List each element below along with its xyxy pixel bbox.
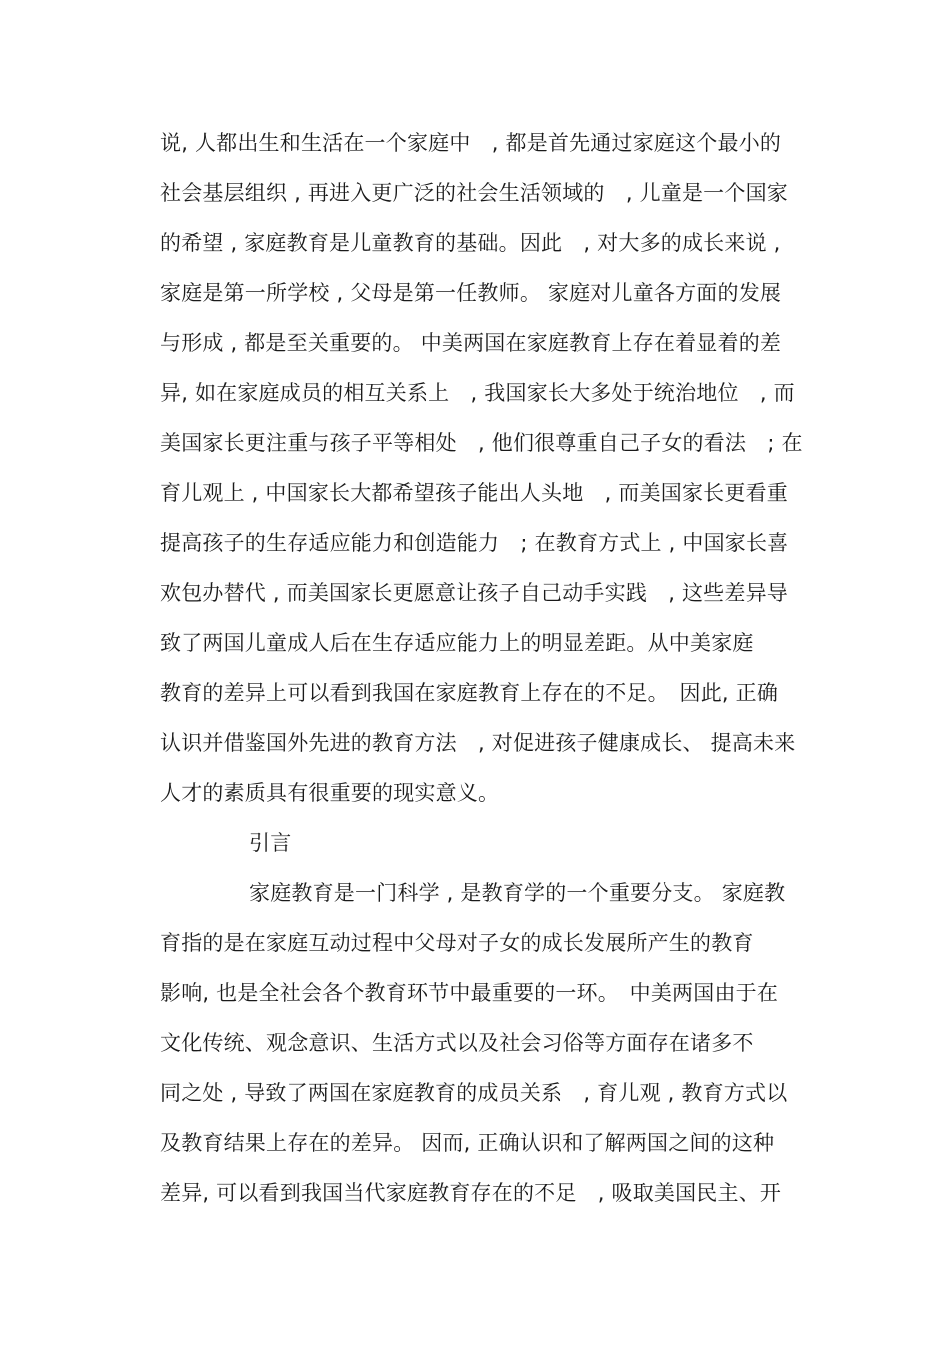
text-line: 育指的是在家庭互动过程中父母对子女的成长发展所产生的教育 (160, 931, 754, 955)
text-line: 认识并借鉴国外先进的教育方法 , 对促进孩子健康成长、 提高未来 (160, 731, 796, 755)
text-line: 影响, 也是全社会各个教育环节中最重要的一环。 中美两国由于在 (160, 981, 779, 1005)
text-line: 文化传统、观念意识、生活方式以及社会习俗等方面存在诸多不 (160, 1031, 754, 1055)
section-heading: 引言 (249, 831, 292, 855)
text-line: 家庭是第一所学校 , 父母是第一任教师。 家庭对儿童各方面的发展 (160, 281, 782, 305)
text-line: 教育的差异上可以看到我国在家庭教育上存在的不足。 因此, 正确 (160, 681, 779, 705)
text-line: 说, 人都出生和生活在一个家庭中 , 都是首先通过家庭这个最小的 (160, 131, 782, 155)
text-line: 提高孩子的生存适应能力和创造能力 ; 在教育方式上 , 中国家长喜 (160, 531, 789, 555)
text-line: 同之处 , 导致了两国在家庭教育的成员关系 , 育儿观 , 教育方式以 (160, 1081, 788, 1105)
text-line: 与形成 , 都是至关重要的。 中美两国在家庭教育上存在着显着的差 (160, 331, 782, 355)
text-line: 家庭教育是一门科学 , 是教育学的一个重要分支。 家庭教 (249, 881, 786, 905)
text-line: 人才的素质具有很重要的现实意义。 (160, 781, 500, 805)
text-line: 异, 如在家庭成员的相互关系上 , 我国家长大多处于统治地位 , 而 (160, 381, 795, 405)
text-line: 社会基层组织 , 再进入更广泛的社会生活领域的 , 儿童是一个国家 (160, 181, 788, 205)
text-line: 差异, 可以看到我国当代家庭教育存在的不足 , 吸取美国民主、开 (160, 1181, 782, 1205)
text-line: 及教育结果上存在的差异。 因而, 正确认识和了解两国之间的这种 (160, 1131, 775, 1155)
text-line: 美国家长更注重与孩子平等相处 , 他们很尊重自己子女的看法 ; 在 (160, 431, 803, 455)
text-line: 致了两国儿童成人后在生存适应能力上的明显差距。从中美家庭 (160, 631, 754, 655)
text-line: 育儿观上 , 中国家长大都希望孩子能出人头地 , 而美国家长更看重 (160, 481, 788, 505)
text-line: 的希望 , 家庭教育是儿童教育的基础。因此 , 对大多的成长来说 , (160, 231, 781, 255)
text-line: 欢包办替代 , 而美国家长更愿意让孩子自己动手实践 , 这些差异导 (160, 581, 788, 605)
